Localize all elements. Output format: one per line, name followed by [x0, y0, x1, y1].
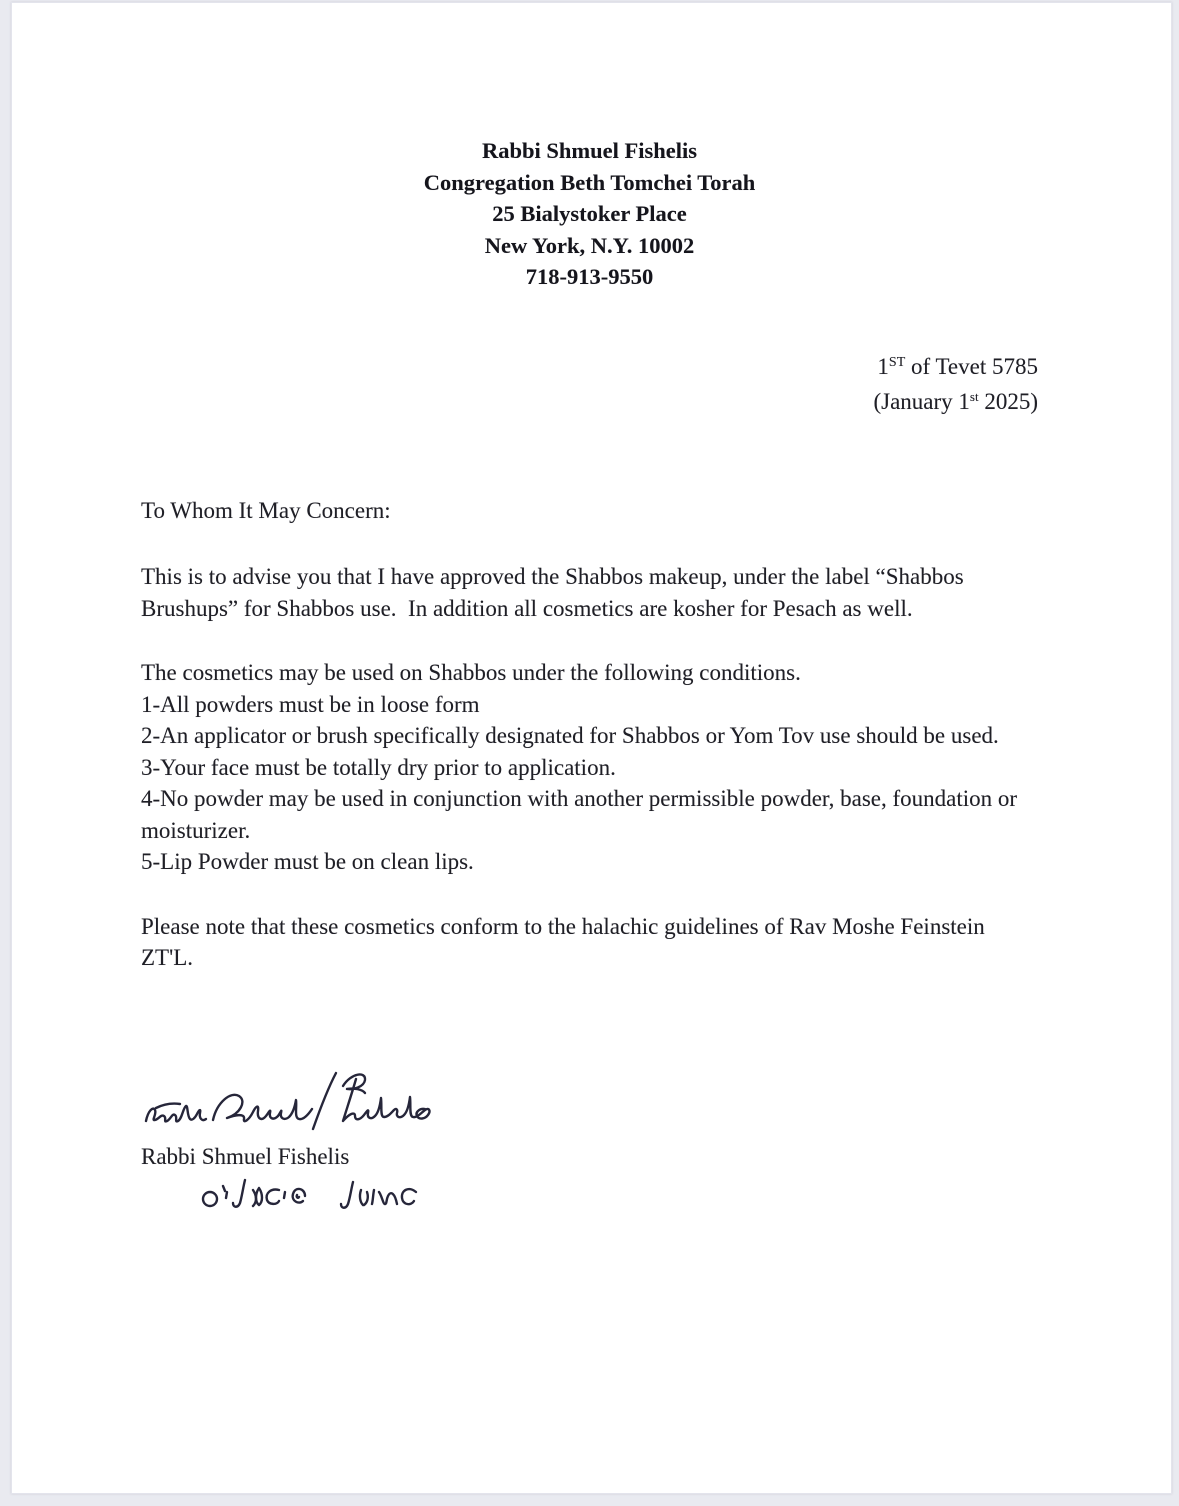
hebrew-date-rest: of Tevet 5785 — [905, 353, 1038, 379]
letterhead-street: 25 Bialystoker Place — [492, 201, 687, 226]
signature-block — [141, 1064, 1038, 1225]
letterhead-congregation: Congregation Beth Tomchei Torah — [423, 169, 756, 195]
hebrew-date-ordinal: ST — [888, 354, 906, 370]
civil-date-ordinal: st — [969, 389, 979, 404]
typed-signature-name: Rabbi Shmuel Fishelis — [141, 1143, 350, 1169]
conditions-list — [141, 657, 1038, 878]
intro-paragraph: This is to advise you that I have approved the Shabbos makeup, under the label “Shabbos Brushups” for Shabbos use. In addition all cosmetics are kosher for Pesach as well. — [141, 564, 970, 621]
conditions-intro: The cosmetics may be used on Shabbos under the following conditions. — [141, 660, 801, 685]
civil-date-rest: 2025) — [978, 389, 1038, 414]
condition-item-3: 3-Your face must be totally dry prior to application. — [141, 754, 616, 780]
condition-item-1: 1-All powders must be in loose form — [141, 691, 480, 717]
date-block — [141, 351, 1038, 421]
letterhead-phone: 718-913-9550 — [525, 264, 654, 289]
condition-item-5: 5-Lip Powder must be on clean lips. — [141, 849, 474, 874]
hebrew-date-line — [141, 351, 1038, 387]
condition-item-4: 4-No powder may be used in conjunction with another permissible powder, base, foundation or moisturizer. — [141, 786, 1023, 843]
civil-date-start: (January 1 — [873, 389, 970, 414]
letter-content — [141, 135, 1038, 1224]
civil-date-line — [141, 386, 1038, 421]
letterhead-name: Rabbi Shmuel Fishelis — [481, 138, 698, 163]
hebrew-signature — [193, 1174, 421, 1224]
letterhead-city: New York, N.Y. 10002 — [484, 232, 695, 258]
letterhead — [141, 135, 1038, 293]
salutation: To Whom It May Concern: — [141, 497, 391, 523]
hebrew-date-day: 1 — [877, 353, 889, 379]
letter-page — [11, 2, 1172, 1494]
condition-item-2: 2-An applicator or brush specifically designated for Shabbos or Yom Tov use should be used. — [141, 723, 999, 748]
closing-note: Please note that these cosmetics conform to the halachic guidelines of Rav Moshe Feinstein ZT'L. — [141, 913, 991, 970]
handwritten-signature — [143, 1064, 433, 1139]
